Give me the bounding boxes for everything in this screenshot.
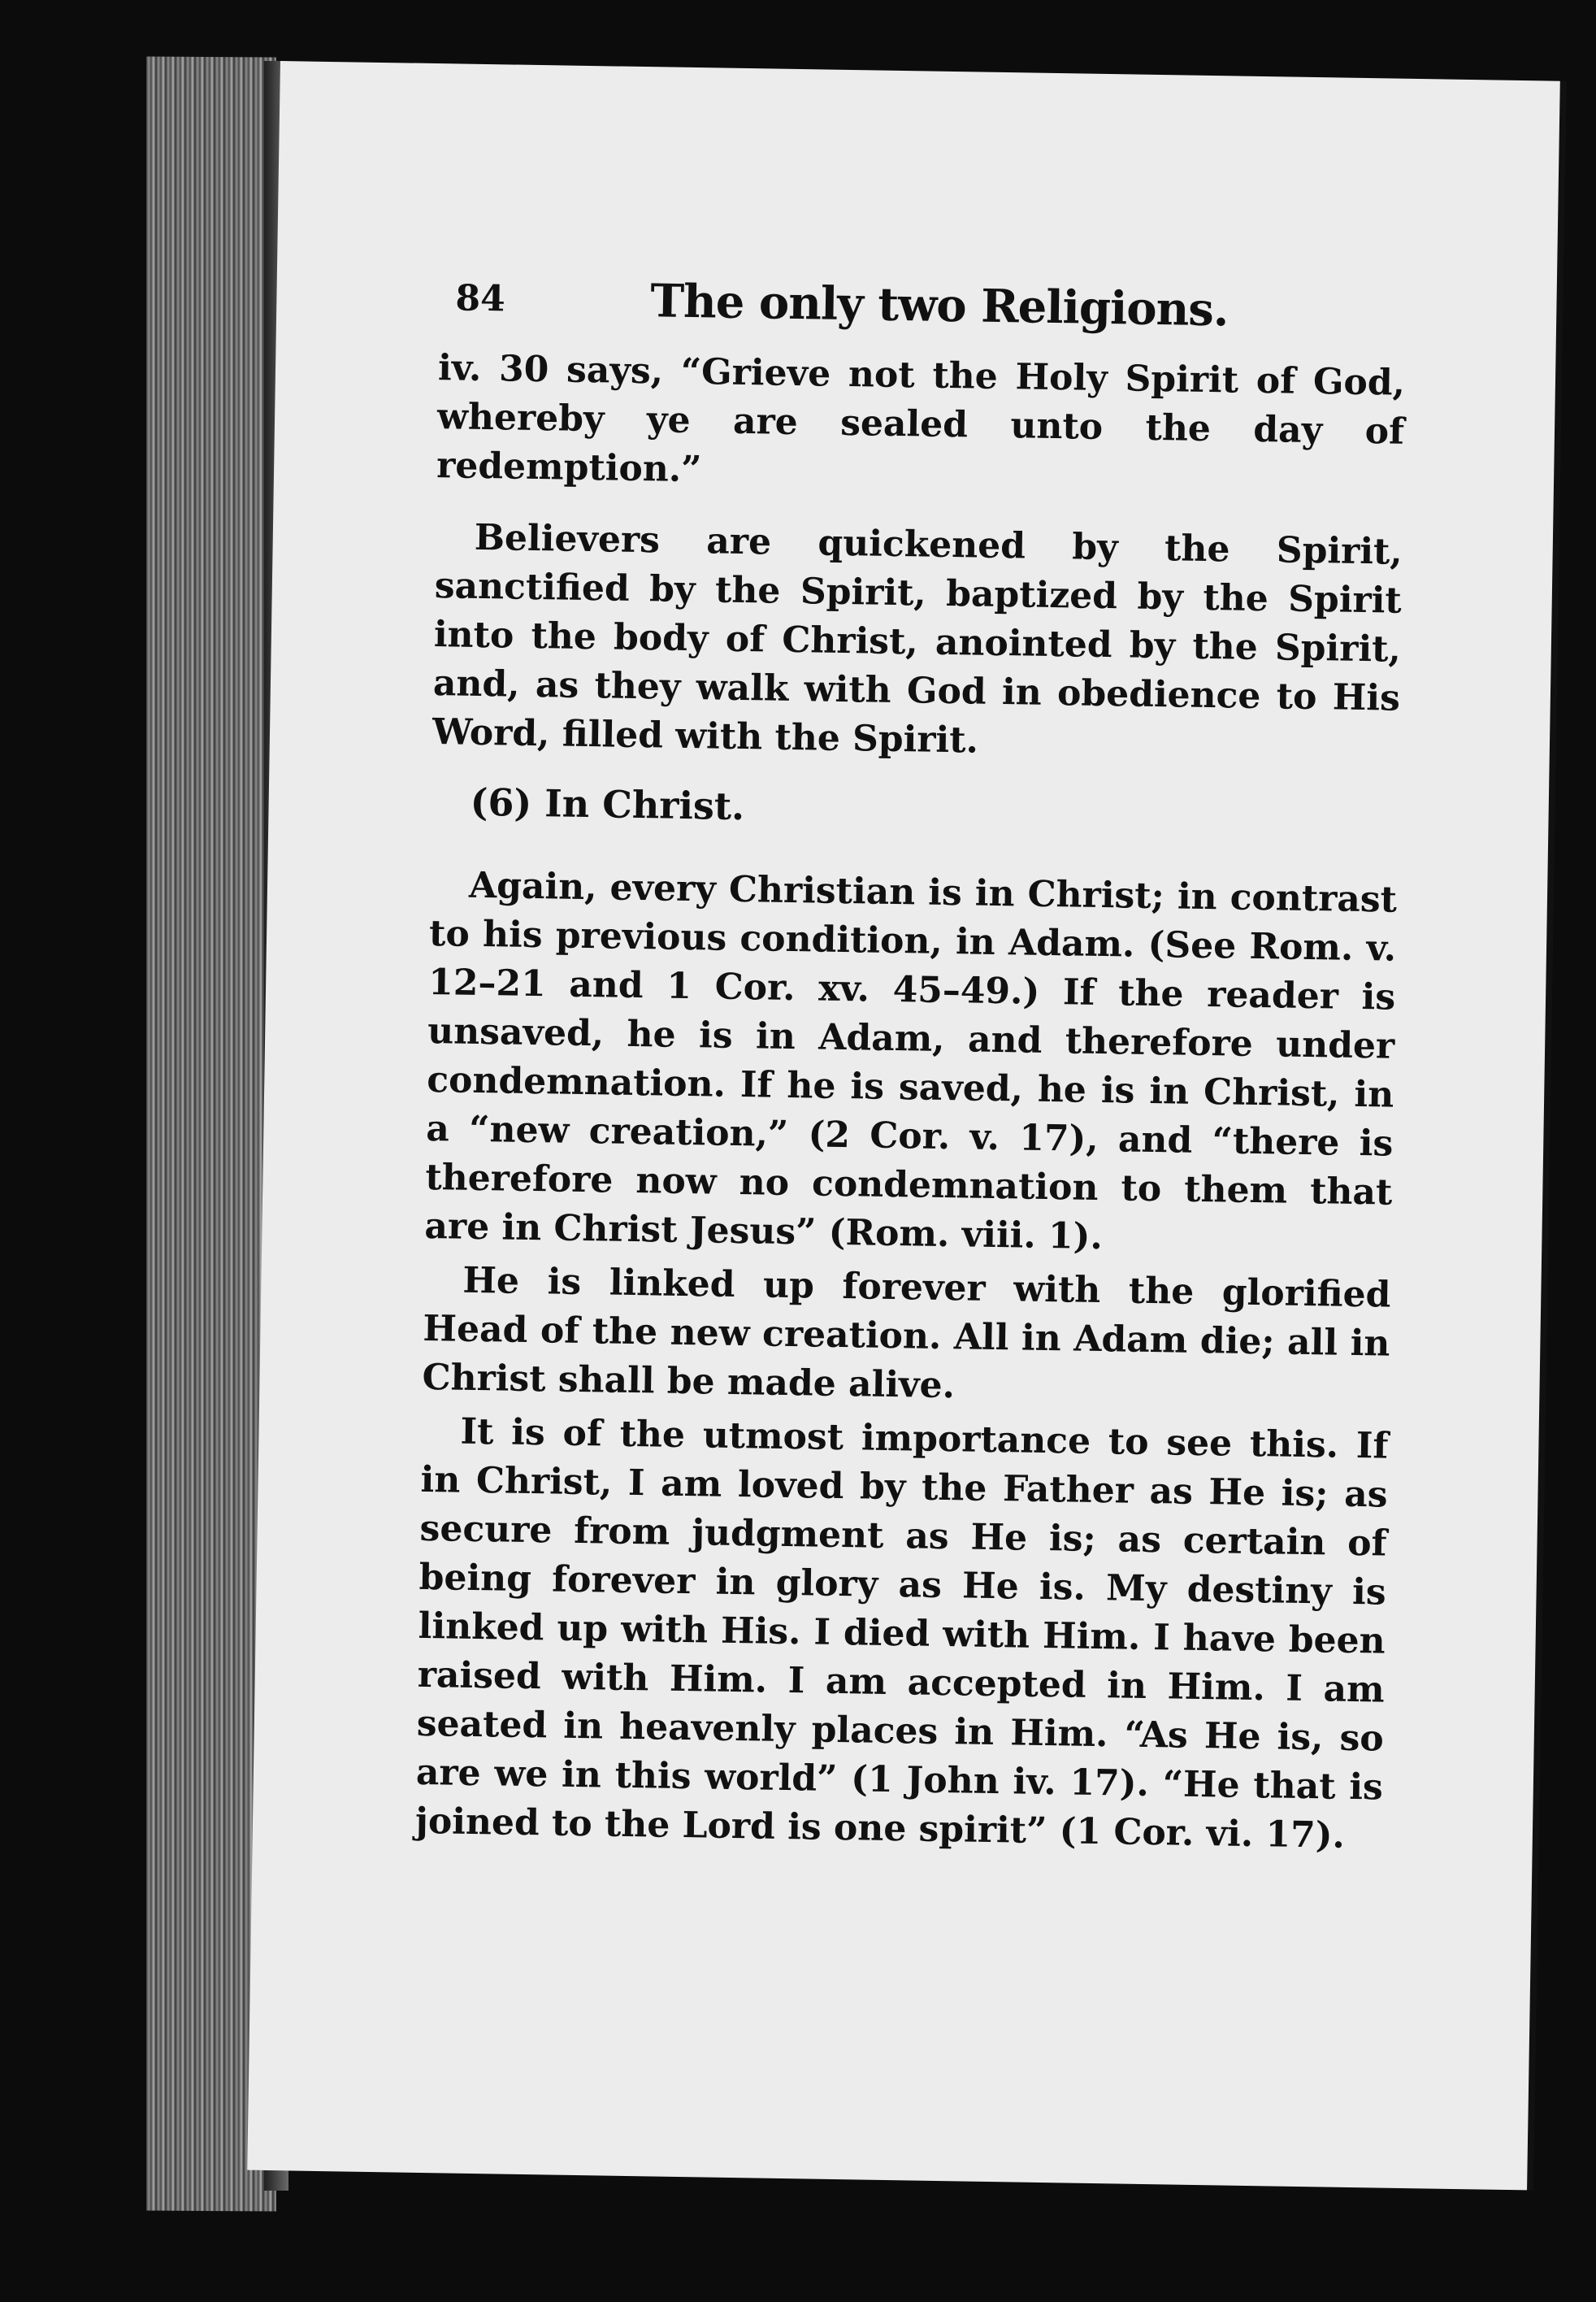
- paragraph-linked: [422, 1256, 1391, 1418]
- page-number: 84: [455, 277, 506, 320]
- section-number: (6): [470, 780, 532, 825]
- paragraph-again-text: Again, every Christian is in Christ; in contrast to his previous condition, in Adam. (See Rom. v. 12–21 and 1 Cor. xv. 45–49.) If the reader is unsaved, he is in Adam, and therefore under condemnation. If he is saved, he is in Christ, in a “new creation,” (2 Cor. v. 17), and “there is therefore now no condemnation to them that are in Christ Jesus” (Rom. viii. 1).: [424, 864, 1398, 1258]
- section-heading: [470, 780, 1399, 839]
- paragraph-believers: [432, 513, 1403, 772]
- running-head: [439, 271, 1407, 359]
- paragraph-importance: [415, 1407, 1389, 1861]
- page-text-block: [414, 271, 1407, 1883]
- running-title: The only two Religions.: [649, 274, 1229, 337]
- book-page: [247, 61, 1560, 2190]
- section-title: In Christ.: [544, 781, 745, 829]
- paragraph-continuation: iv. 30 says, “Grieve not the Holy Spirit of God, whereby ye are sealed unto the day of redemption.”: [436, 347, 1406, 491]
- paragraph-linked-text: He is linked up forever with the glorified Head of the new creation. All in Adam die; all in Christ shall be made alive.: [422, 1259, 1391, 1407]
- paragraph-believers-text: Believers are quickened by the Spirit, sanctified by the Spirit, baptized by the Spirit into the body of Christ, anointed by the Spirit, and, as they walk with God in obedience to His Word, filled with the Spirit.: [432, 516, 1403, 762]
- paragraph-indent: [421, 1443, 460, 1444]
- paragraph-importance-text: It is of the utmost importance to see this. If in Christ, I am loved by the Father as He is; as secure from judgment as He is; as certain of being forever in glory as He is. My destiny is linked up with His. I died with Him. I have been raised with Him. I am accepted in Him. I am seated in heavenly places in Him. “As He is, so are we in this world” (1 John iv. 17). “He that is joined to the Lord is one spirit” (1 Cor. vi. 17).: [414, 1410, 1389, 1857]
- paragraph-again: [424, 861, 1397, 1266]
